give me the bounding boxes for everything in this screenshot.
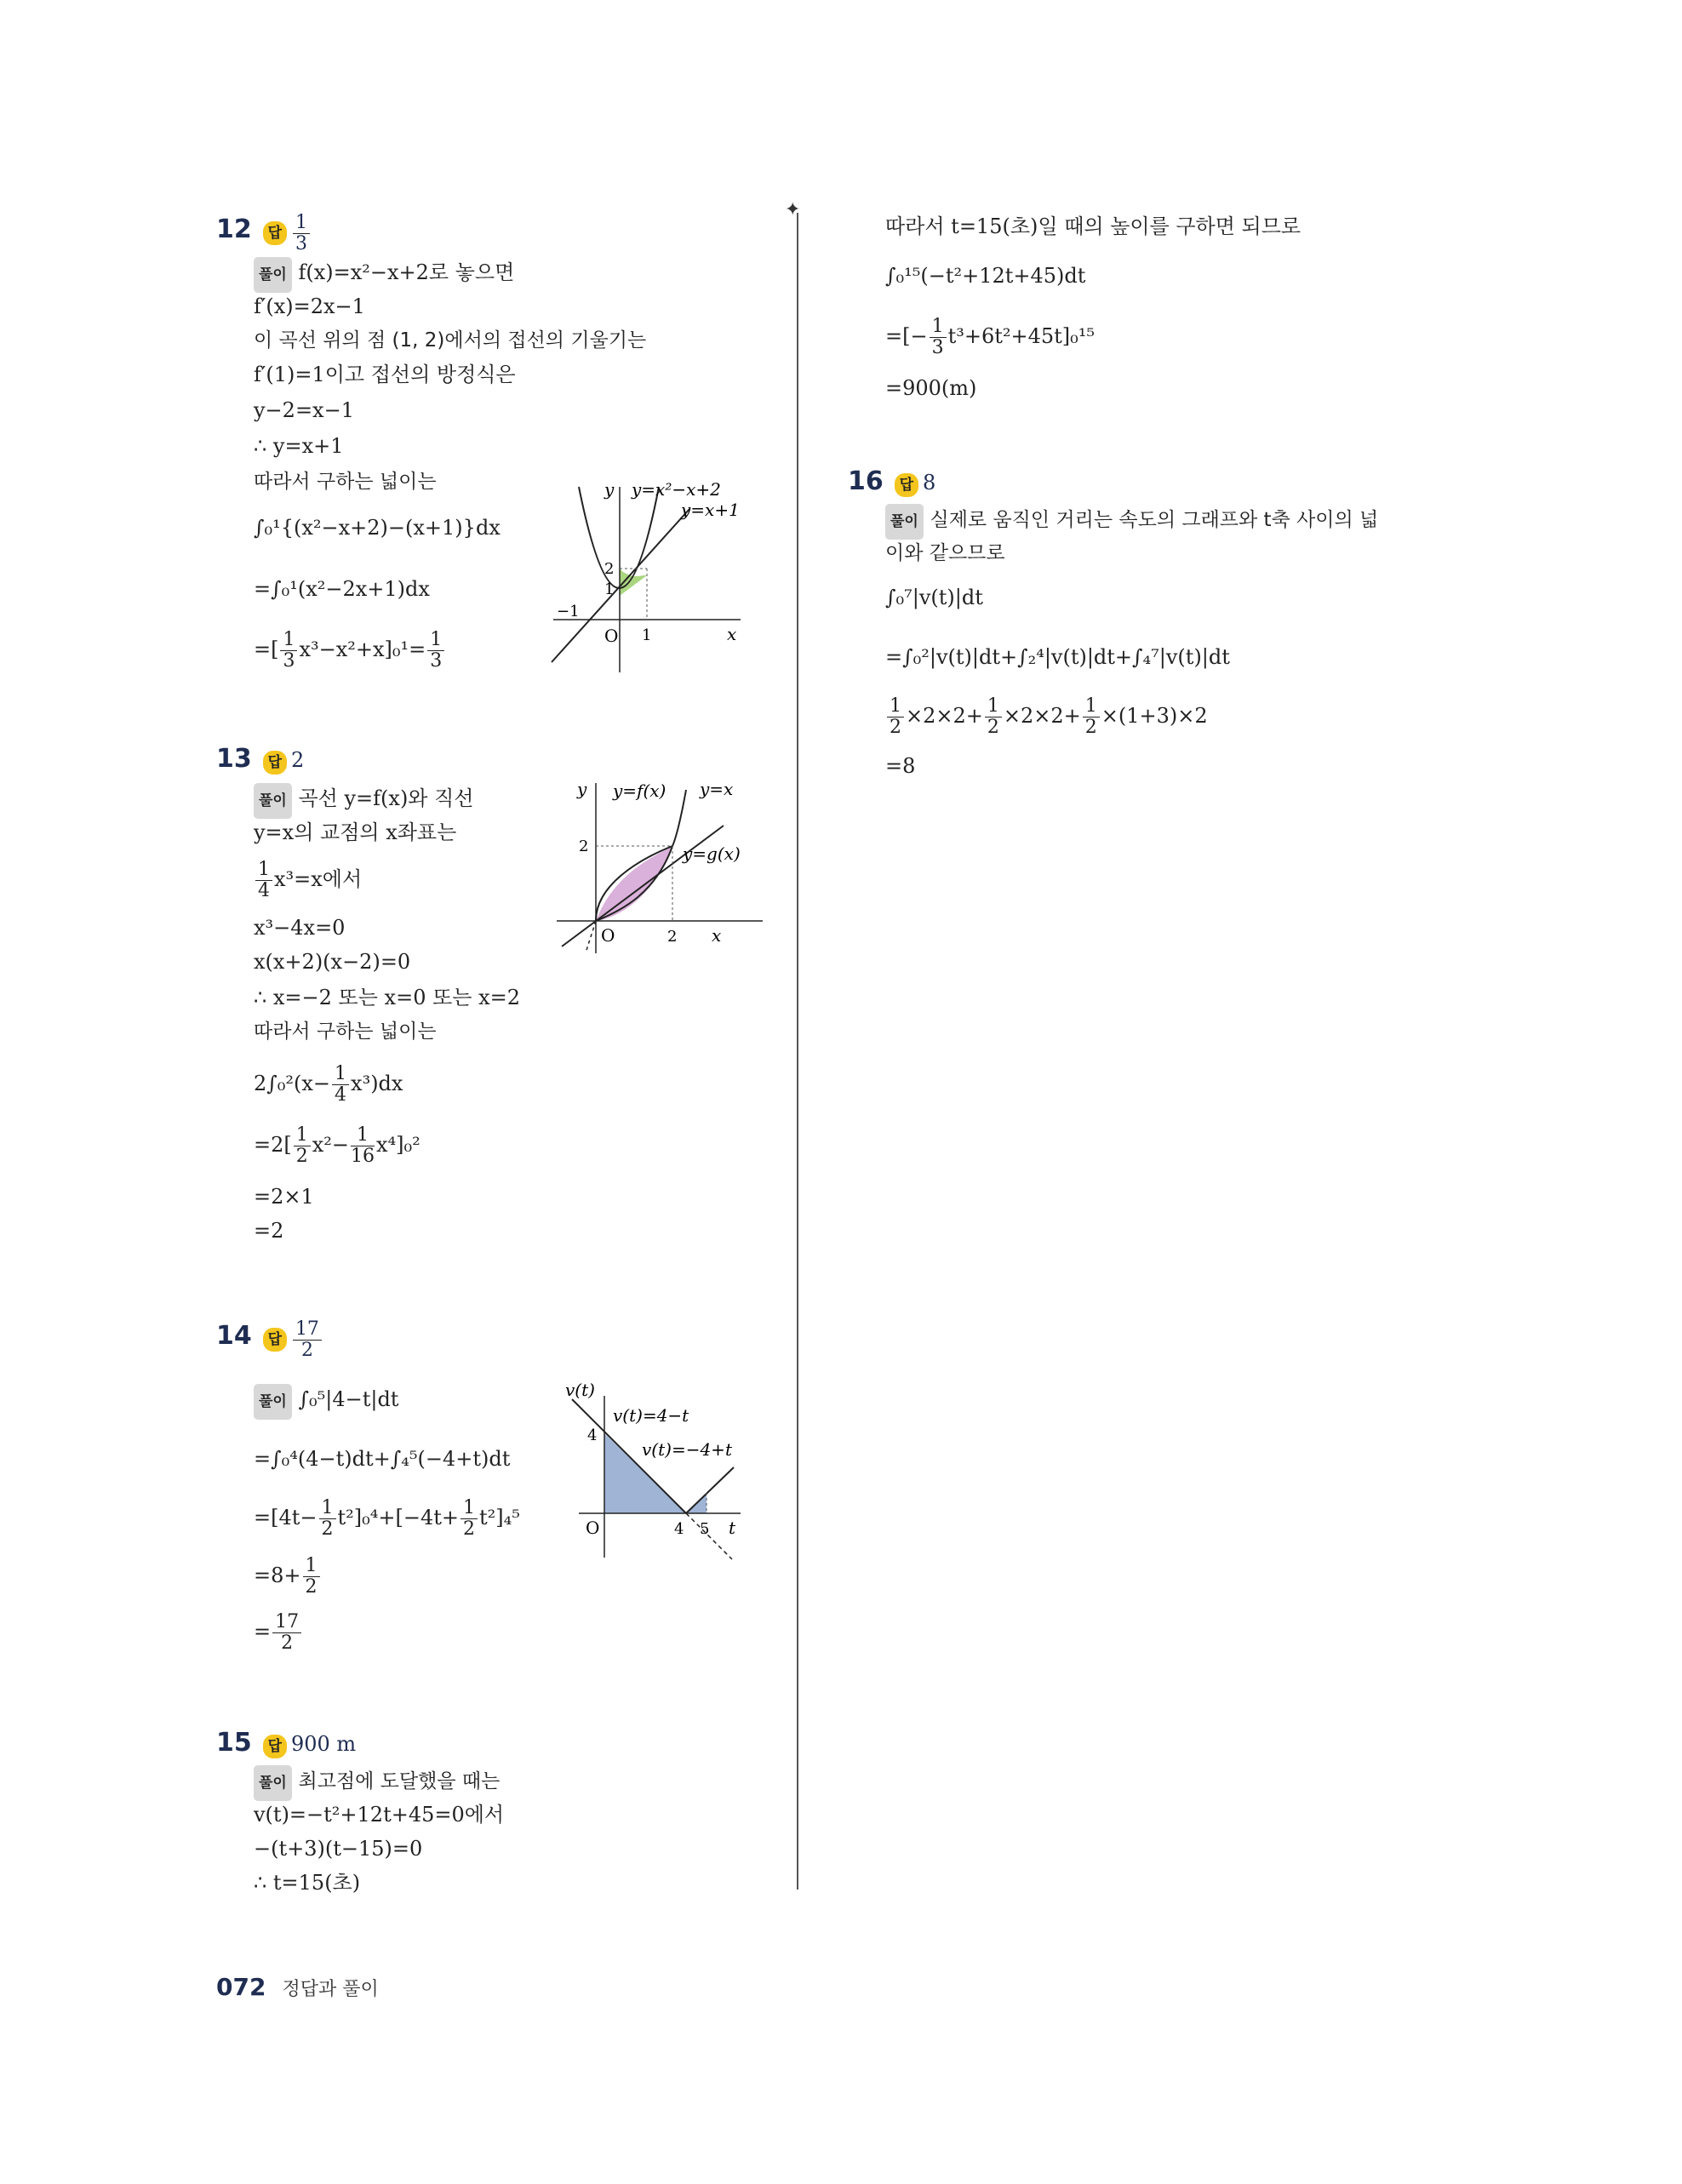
curve-label: y=x²−x+2	[632, 479, 721, 500]
p12-line-3: 이 곡선 위의 점 (1, 2)에서의 접선의 기울기는	[254, 329, 647, 352]
p12-line-4: f′(1)=1이고 접선의 방정식은	[254, 363, 516, 386]
p13-line-11: =2	[254, 1219, 284, 1243]
p12-graph	[545, 477, 749, 681]
line-minus-4-plus-t	[686, 1467, 734, 1513]
tangent-line	[552, 509, 689, 662]
divider-ornament-icon: ✦	[785, 199, 801, 220]
p14-line-3: =[4t− $\frac{1}{2}$ t²]₀⁴+[−4t+ $\frac{1}{2}$ t²]₄⁵	[254, 1497, 520, 1540]
p16-line-1: 풀이 실제로 움직인 거리는 속도의 그래프와 t축 사이의 넓	[885, 502, 1378, 540]
problem-16	[848, 466, 935, 497]
origin-label: O	[586, 1518, 600, 1538]
p13-graph	[545, 775, 766, 962]
problem-number: 16	[848, 466, 884, 496]
tick-label: 2	[667, 928, 678, 946]
p12-line-7: 따라서 구하는 넓이는	[254, 471, 437, 493]
p16-line-6: =8	[885, 754, 916, 778]
problem-number: 12	[216, 214, 252, 244]
p13-line-8: 2∫₀²(x− $\frac{1}{4}$ x³)dx	[254, 1063, 403, 1106]
v-axis-label: v(t)	[565, 1380, 595, 1400]
tick-label: −1	[557, 603, 580, 620]
answer-badge: 답	[263, 1735, 287, 1758]
p12-line-1: 풀이 f(x)=x²−x+2로 놓으면	[254, 255, 514, 293]
answer-badge: 답	[263, 1328, 287, 1352]
tick-label: 4	[674, 1520, 684, 1538]
p15-line-4: ∴ t=15(초)	[254, 1871, 361, 1895]
problem-14	[216, 1319, 323, 1361]
solution-badge: 풀이	[885, 504, 924, 540]
column-divider	[797, 213, 798, 1890]
p15-line-1: 풀이 최고점에 도달했을 때는	[254, 1764, 500, 1801]
answer-value: 2	[290, 748, 305, 772]
p13-line-7: 따라서 구하는 넓이는	[254, 1021, 437, 1043]
p15-line-3: −(t+3)(t−15)=0	[254, 1837, 423, 1861]
problem-number: 14	[216, 1321, 252, 1351]
p15-line-2: v(t)=−t²+12t+45=0에서	[254, 1803, 505, 1827]
line-label-2: v(t)=−4+t	[642, 1439, 732, 1460]
solution-badge: 풀이	[254, 1384, 292, 1420]
answer-badge: 답	[895, 473, 918, 497]
p14-line-2: =∫₀⁴(4−t)dt+∫₄⁵(−4+t)dt	[254, 1447, 511, 1471]
p12-line-6: ∴ y=x+1	[254, 434, 344, 458]
p15-line-6: ∫₀¹⁵(−t²+12t+45)dt	[885, 264, 1086, 288]
p12-line-5: y−2=x−1	[254, 398, 354, 422]
p13-line-3: $\frac{1}{4}$ x³=x에서	[254, 860, 362, 901]
p14-line-4: =8+ $\frac{1}{2}$	[254, 1556, 322, 1598]
p13-line-1: 풀이 곡선 y=f(x)와 직선	[254, 781, 474, 819]
y-axis-label: y	[577, 779, 587, 799]
tick-label: 1	[604, 580, 615, 598]
p16-line-5: $\frac{1}{2}$ ×2×2+ $\frac{1}{2}$ ×2×2+ $\frac{1}{2}$ ×(1+3)×2	[885, 696, 1208, 738]
p13-line-2: y=x의 교점의 x좌표는	[254, 820, 457, 844]
answer-badge: 답	[263, 221, 287, 245]
problem-number: 13	[216, 744, 252, 774]
f-label: y=f(x)	[613, 780, 667, 801]
solution-badge: 풀이	[254, 257, 292, 293]
g-label: y=g(x)	[683, 843, 741, 864]
tick-label: 5	[700, 1520, 710, 1538]
answer-value: 8	[922, 471, 936, 495]
p13-line-4: x³−4x=0	[254, 916, 346, 940]
origin-label: O	[604, 626, 619, 646]
p12-line-10: =[ $\frac{1}{3}$ x³−x²+x]₀¹= $\frac{1}{3}$	[254, 630, 446, 672]
p13-line-5: x(x+2)(x−2)=0	[254, 950, 411, 974]
problem-12	[216, 213, 312, 254]
solution-badge: 풀이	[254, 783, 292, 819]
p16-line-3: ∫₀⁷|v(t)|dt	[885, 586, 983, 609]
page-footer	[216, 1973, 379, 2001]
p12-line-8: ∫₀¹{(x²−x+2)−(x+1)}dx	[254, 516, 501, 540]
line-label-1: v(t)=4−t	[613, 1405, 689, 1426]
answer-fraction: $\frac{1}{3}$	[293, 213, 310, 254]
problem-number: 15	[216, 1728, 252, 1758]
p15-line-7: =[− $\frac{1}{3}$ t³+6t²+45t]₀¹⁵	[885, 316, 1096, 358]
p13-line-10: =2×1	[254, 1185, 314, 1209]
p13-line-6: ∴ x=−2 또는 x=0 또는 x=2	[254, 986, 521, 1009]
parabola-curve	[579, 487, 659, 588]
tick-label: 2	[579, 838, 589, 855]
p15-line-8: =900(m)	[885, 376, 977, 400]
p12-line-2: f′(x)=2x−1	[254, 294, 365, 318]
problem-13	[216, 744, 304, 775]
line-label: y=x+1	[681, 500, 740, 520]
p14-graph	[562, 1379, 775, 1575]
tick-label: 2	[604, 560, 615, 578]
p15-line-5: 따라서 t=15(초)일 때의 높이를 구하면 되므로	[885, 214, 1302, 238]
answer-badge: 답	[263, 751, 287, 775]
t-axis-label: t	[729, 1518, 736, 1538]
shaded-area	[596, 846, 672, 921]
tick-label: 1	[642, 626, 652, 644]
x-axis-label: x	[727, 624, 737, 644]
answer-fraction: $\frac{17}{2}$	[293, 1319, 322, 1361]
origin-label: O	[601, 925, 615, 946]
page-number: 072	[216, 1973, 266, 2001]
y-axis-label: y	[604, 479, 615, 500]
p14-line-1: 풀이 ∫₀⁵|4−t|dt	[254, 1382, 398, 1420]
section-title: 정답과 풀이	[282, 1979, 379, 2000]
p12-line-9: =∫₀¹(x²−2x+1)dx	[254, 577, 430, 601]
solution-badge: 풀이	[254, 1765, 292, 1801]
p16-line-4: =∫₀²|v(t)|dt+∫₂⁴|v(t)|dt+∫₄⁷|v(t)|dt	[885, 645, 1230, 669]
yx-label: y=x	[700, 779, 734, 799]
x-axis-label: x	[712, 925, 722, 946]
p14-line-5: = $\frac{17}{2}$	[254, 1612, 303, 1654]
answer-value: 900 m	[290, 1732, 357, 1756]
tick-label: 4	[587, 1426, 598, 1444]
p13-line-9: =2[ $\frac{1}{2}$ x²− $\frac{1}{16}$ x⁴]₀²	[254, 1124, 420, 1167]
p16-line-2: 이와 같으므로	[885, 542, 1005, 564]
problem-15	[216, 1728, 356, 1758]
